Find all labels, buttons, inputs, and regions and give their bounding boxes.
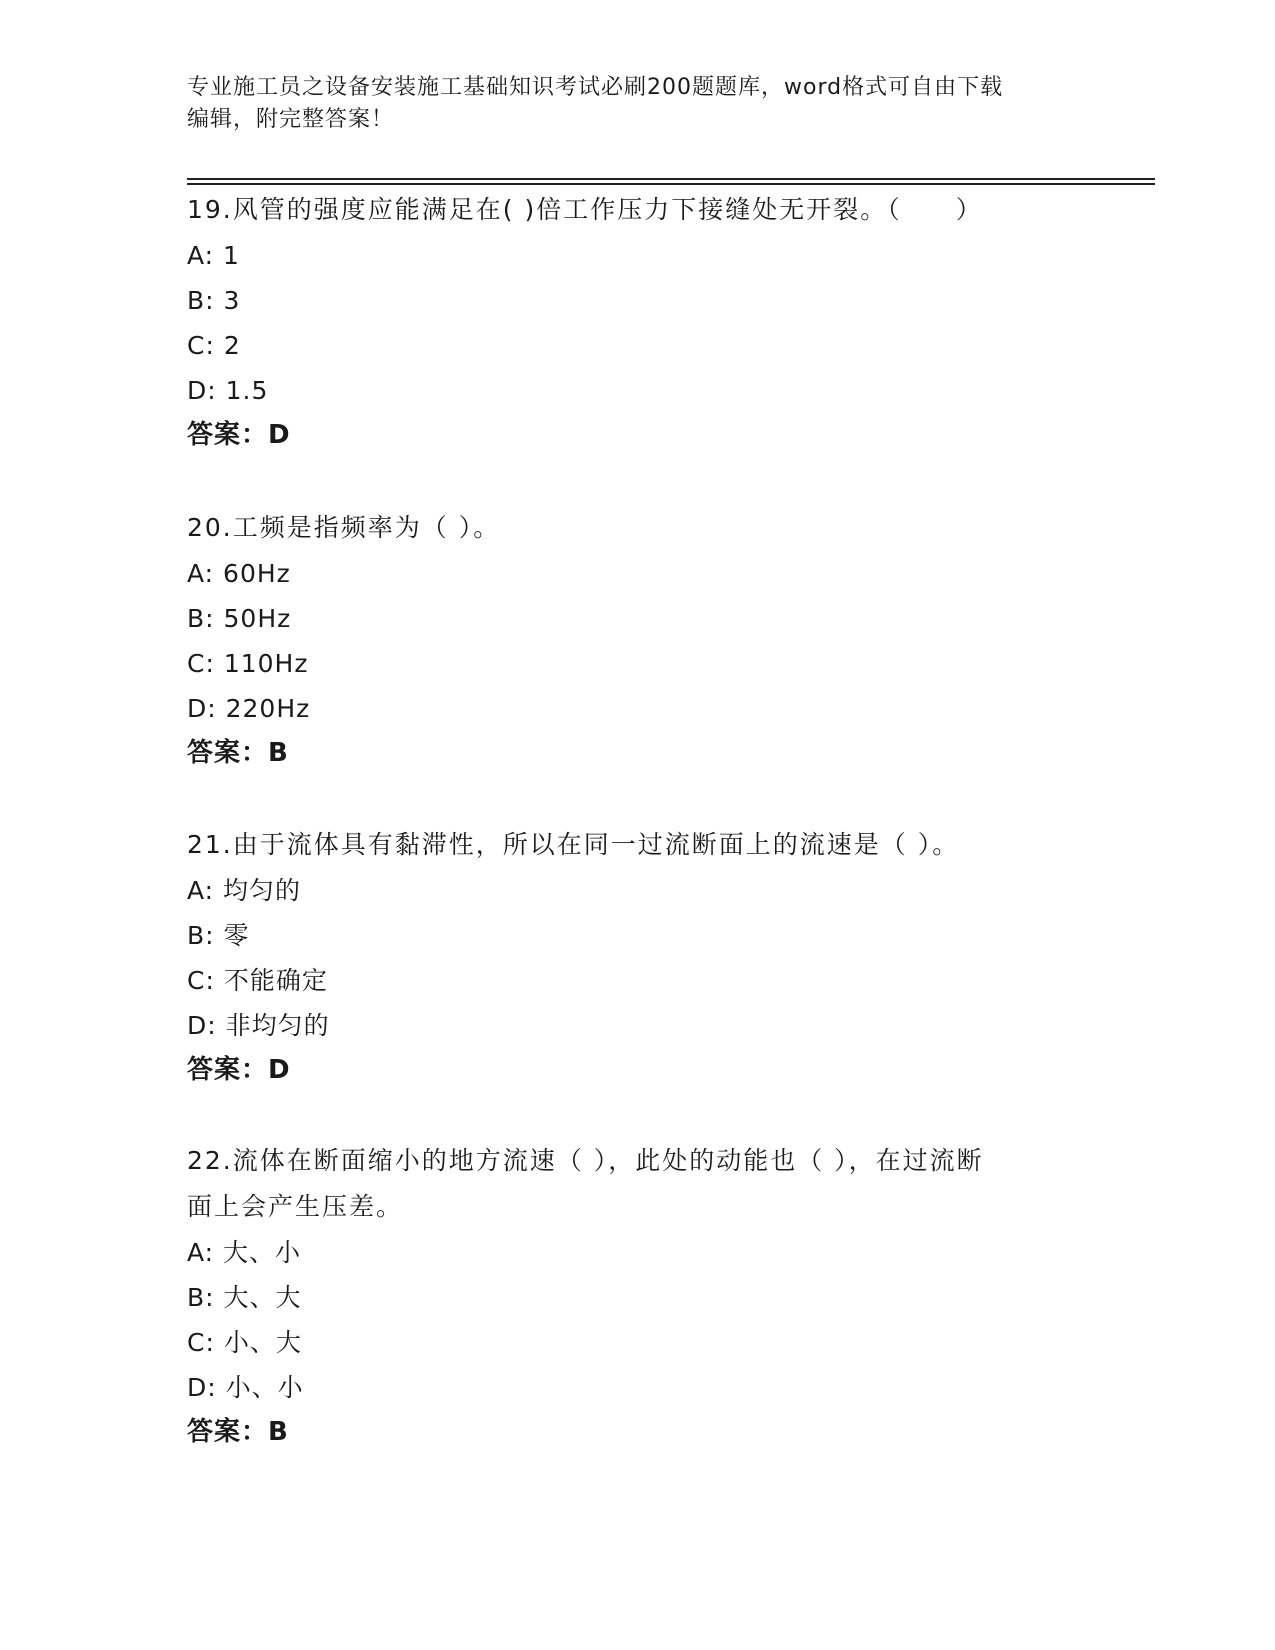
option-d: D: 非均匀的 (187, 1011, 330, 1040)
document-header (187, 72, 1067, 136)
header-divider-bottom (187, 183, 1155, 185)
answer: 答案：B (187, 738, 289, 768)
option-d: D: 小、小 (187, 1373, 304, 1402)
option-c: C: 小、大 (187, 1328, 302, 1357)
option-b: B: 50Hz (187, 604, 292, 633)
option-b: B: 3 (187, 286, 241, 315)
option-b: B: 零 (187, 921, 250, 950)
question-stem: 21.由于流体具有黏滞性，所以在同一过流断面上的流速是（ ）。 (187, 830, 960, 859)
option-b: B: 大、大 (187, 1283, 302, 1312)
header-divider-top (187, 178, 1155, 180)
option-c: C: 不能确定 (187, 966, 328, 995)
header-line-1: 专业施工员之设备安装施工基础知识考试必刷200题题库，word格式可自由下载 (187, 75, 1004, 100)
option-a: A: 均匀的 (187, 876, 302, 905)
question-21 (187, 822, 1087, 1093)
question-22 (187, 1138, 1087, 1455)
option-d: D: 220Hz (187, 694, 311, 723)
question-stem: 19.风管的强度应能满足在( )倍工作压力下接缝处无开裂。（ ） (187, 195, 983, 224)
question-20 (187, 505, 1087, 776)
question-stem: 20.工频是指频率为（ ）。 (187, 513, 501, 542)
answer: 答案：B (187, 1417, 289, 1447)
option-c: C: 110Hz (187, 649, 309, 678)
option-c: C: 2 (187, 331, 241, 360)
question-stem-line-2: 面上会产生压差。 (187, 1192, 404, 1221)
option-a: A: 1 (187, 241, 240, 270)
option-a: A: 60Hz (187, 559, 291, 588)
answer: 答案：D (187, 420, 291, 450)
header-line-2: 编辑，附完整答案！ (187, 107, 395, 132)
question-stem-line-1: 22.流体在断面缩小的地方流速（ ），此处的动能也（ ），在过流断 (187, 1146, 984, 1175)
answer: 答案：D (187, 1055, 291, 1085)
option-d: D: 1.5 (187, 376, 269, 405)
option-a: A: 大、小 (187, 1238, 302, 1267)
question-19 (187, 187, 1087, 458)
